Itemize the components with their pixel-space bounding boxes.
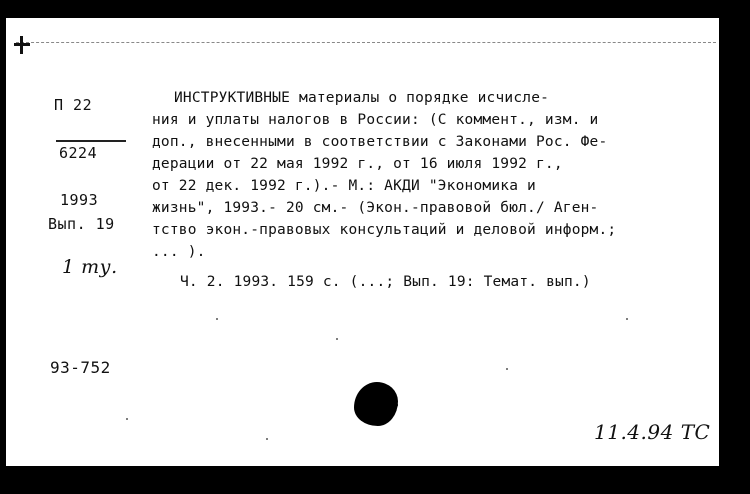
speck (626, 318, 628, 320)
speck (506, 368, 508, 370)
card-number: 6224 (59, 144, 98, 162)
speck (216, 318, 218, 320)
body-line-6: жизнь", 1993.- 20 см.- (Экон.-правовой бюл./ Аген- (152, 200, 599, 216)
speck (126, 418, 128, 420)
shelf-mark-rule (56, 140, 126, 142)
body-line-3: доп., внесенными в соответствии с Законами Рос. Фе- (152, 134, 608, 150)
speck (266, 438, 268, 440)
top-dashed-line (16, 42, 716, 43)
body-line-7: тство экон.-правовых консультаций и деловой информ.; (152, 222, 617, 238)
body-line-2: ния и уплаты налогов в России: (С коммент., изм. и (152, 112, 599, 128)
body-line-9: Ч. 2. 1993. 159 с. (...; Вып. 19: Темат. вып.) (180, 274, 591, 290)
handwritten-note-left: 1 ту. (62, 256, 118, 278)
speck (336, 338, 338, 340)
year: 1993 (60, 191, 99, 209)
catalog-card (6, 18, 719, 466)
ink-blot-splash (390, 402, 398, 408)
accession-number: 93-752 (50, 358, 111, 377)
corner-mark-vertical (20, 36, 23, 54)
body-line-8: ... ). (152, 244, 206, 260)
shelf-mark: П 22 (54, 96, 93, 114)
issue: Вып. 19 (48, 215, 115, 233)
body-line-4: дерации от 22 мая 1992 г., от 16 июля 1992 г., (152, 156, 563, 172)
handwritten-note-bottom: 11.4.94 ТС (594, 420, 711, 444)
body-line-5: от 22 дек. 1992 г.).- М.: АКДИ "Экономика и (152, 178, 536, 194)
body-line-1: ИНСТРУКТИВНЫЕ материалы о порядке исчисле- (174, 90, 550, 106)
